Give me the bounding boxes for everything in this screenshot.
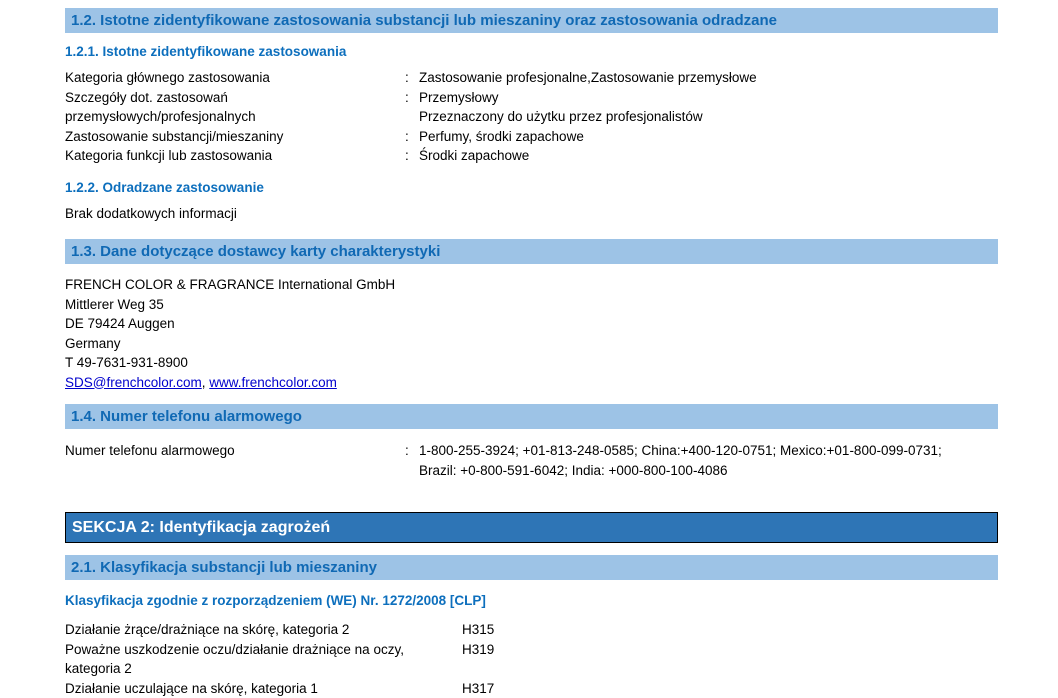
no-additional-info-text: Brak dodatkowych informacji bbox=[65, 204, 998, 224]
identified-uses-fields bbox=[65, 68, 998, 166]
section-1-4-header: 1.4. Numer telefonu alarmowego bbox=[65, 404, 998, 429]
hazard-code: H319 bbox=[462, 640, 998, 660]
hazard-code: H317 bbox=[462, 679, 998, 698]
field-label: Kategoria funkcji lub zastosowania bbox=[65, 146, 405, 166]
section-1-2-1-heading: 1.2.1. Istotne zidentyfikowane zastosowania bbox=[65, 43, 998, 60]
section-2-1-header: 2.1. Klasyfikacja substancji lub mieszaniny bbox=[65, 555, 998, 580]
field-row-main-use-category bbox=[65, 68, 998, 88]
field-label: Zastosowanie substancji/mieszaniny bbox=[65, 127, 405, 147]
field-colon: : bbox=[405, 441, 419, 461]
link-separator: , bbox=[202, 375, 210, 390]
supplier-street: Mittlerer Weg 35 bbox=[65, 295, 998, 315]
field-colon: : bbox=[405, 146, 419, 166]
field-colon: : bbox=[405, 68, 419, 88]
supplier-phone: T 49-7631-931-8900 bbox=[65, 353, 998, 373]
field-value: Perfumy, środki zapachowe bbox=[419, 127, 998, 147]
section-2-header: SEKCJA 2: Identyfikacja zagrożeń bbox=[65, 512, 998, 543]
classification-row bbox=[65, 679, 998, 698]
hazard-code: H315 bbox=[462, 620, 998, 640]
sds-document bbox=[65, 8, 998, 698]
field-value-line: Przeznaczony do użytku przez profesjonalistów bbox=[419, 107, 998, 127]
supplier-links bbox=[65, 373, 998, 393]
field-row-emergency-phone bbox=[65, 441, 998, 480]
field-colon: : bbox=[405, 127, 419, 147]
classification-row bbox=[65, 640, 998, 679]
field-value-line: Brazil: +0-800-591-6042; India: +000-800-100-4086 bbox=[419, 461, 998, 481]
classification-list bbox=[65, 620, 998, 698]
website-link[interactable]: www.frenchcolor.com bbox=[209, 375, 337, 390]
classification-row bbox=[65, 620, 998, 640]
field-label: Kategoria głównego zastosowania bbox=[65, 68, 405, 88]
clp-classification-heading: Klasyfikacja zgodnie z rozporządzeniem (WE) Nr. 1272/2008 [CLP] bbox=[65, 592, 998, 609]
field-label: Numer telefonu alarmowego bbox=[65, 441, 405, 461]
section-1-3-header: 1.3. Dane dotyczące dostawcy karty charakterystyki bbox=[65, 239, 998, 264]
email-link[interactable]: SDS@frenchcolor.com bbox=[65, 375, 202, 390]
field-value-line: 1-800-255-3924; +01-813-248-0585; China:+400-120-0751; Mexico:+01-800-099-0731; bbox=[419, 441, 998, 461]
section-1-2-2-heading: 1.2.2. Odradzane zastosowanie bbox=[65, 179, 998, 196]
field-row-substance-use bbox=[65, 127, 998, 147]
supplier-city: DE 79424 Auggen bbox=[65, 314, 998, 334]
field-label: Szczegóły dot. zastosowań przemysłowych/profesjonalnych bbox=[65, 88, 405, 127]
field-row-function-category bbox=[65, 146, 998, 166]
supplier-country: Germany bbox=[65, 334, 998, 354]
supplier-name: FRENCH COLOR & FRAGRANCE International GmbH bbox=[65, 275, 998, 295]
field-value bbox=[419, 88, 998, 127]
section-1-2-header: 1.2. Istotne zidentyfikowane zastosowania substancji lub mieszaniny oraz zastosowania odradzane bbox=[65, 8, 998, 33]
hazard-class-text: Działanie uczulające na skórę, kategoria 1 bbox=[65, 679, 462, 698]
field-value-line: Przemysłowy bbox=[419, 88, 998, 108]
hazard-class-text: Działanie żrące/drażniące na skórę, kategoria 2 bbox=[65, 620, 462, 640]
hazard-class-text: Poważne uszkodzenie oczu/działanie drażniące na oczy, kategoria 2 bbox=[65, 640, 462, 679]
field-value bbox=[419, 441, 998, 480]
field-colon: : bbox=[405, 88, 419, 108]
supplier-details bbox=[65, 275, 998, 392]
field-row-use-details bbox=[65, 88, 998, 127]
field-value: Środki zapachowe bbox=[419, 146, 998, 166]
field-value: Zastosowanie profesjonalne,Zastosowanie przemysłowe bbox=[419, 68, 998, 88]
